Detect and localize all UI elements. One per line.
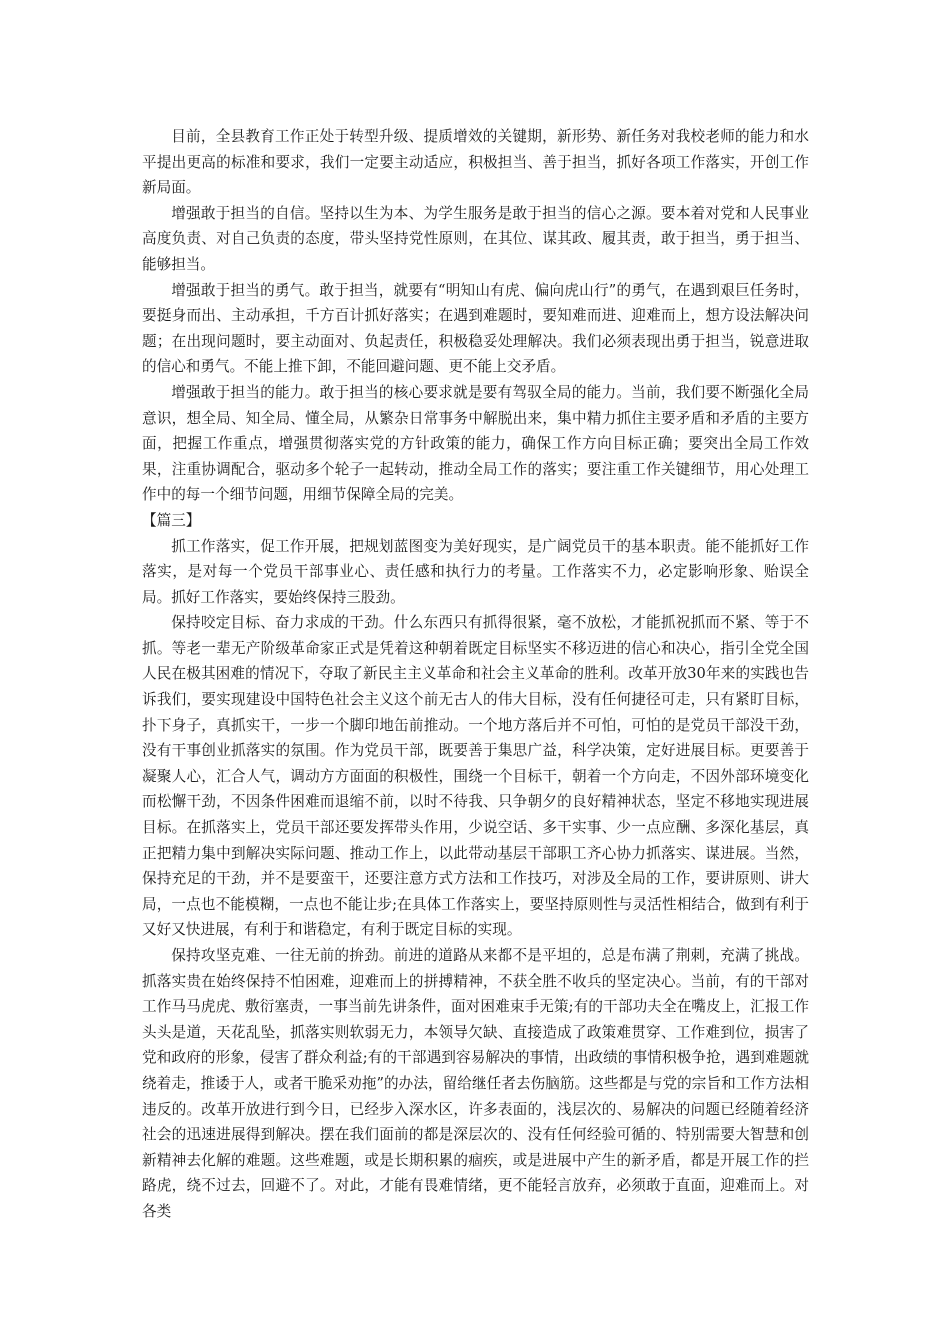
- paragraph-drive: 保持咬定目标、奋力求成的干劲。什么东西只有抓得很紧，毫不放松，才能抓祝抓而不紧、等于不抓。等老一辈无产阶级革命家正式是凭着这种朝着既定目标坚实不移迈进的信心和决心，指引全党全国人民在极其困难的情况下，夺取了新民主主义革命和社会主义革命的胜利。改革开放30年来的实践也告诉我们，要实现建设中国特色社会主义这个前无古人的伟大目标，没有任何捷径可走，只有紧盯目标，扑下身子，真抓实干，一步一个脚印地缶前推动。一个地方落后并不可怕，可怕的是党员干部没干劲，没有干事创业抓落实的氛围。作为党员干部，既要善于集思广益，科学决策，定好进展目标。更要善于凝聚人心，汇合人气，调动方方面面的积极性，围绕一个目标干，朝着一个方向走，不因外部环境变化而松懈干劲，不因条件困难而退缩不前，以时不待我、只争朝夕的良好精神状态，坚定不移地实现进展目标。在抓落实上，党员干部还要发挥带头作用，少说空话、多干实事、少一点应酬、多深化基层，真正把精力集中到解决实际问题、推动工作上，以此带动基层干部职工齐心协力抓落实、谋进展。当然，保持充足的干劲，并不是要蛮干，还要注意方式方法和工作技巧，对涉及全局的工作，要讲原则、讲大局，一点也不能模糊，一点也不能让步;在具体工作落实上，要坚持原则性与灵活性相结合，做到有利于又好又快进展，有利于和谐稳定，有利于既定目标的实现。: [142, 614, 809, 939]
- paragraph-ability: 增强敢于担当的能力。敢于担当的核心要求就是要有驾驭全局的能力。当前，我们要不断强化全局意识，想全局、知全局、懂全局，从繁杂日常事务中解脱出来，集中精力抓住主要矛盾和矛盾的主要方面，把握工作重点，增强贯彻落实党的方针政策的能力，确保工作方向目标正确；要突出全局工作效果，注重协调配合，驱动多个轮子一起转动，推动全局工作的落实；要注重工作关键细节，用心处理工作中的每一个细节问题，用细节保障全局的完美。: [142, 383, 809, 504]
- paragraph-perseverance: 保持攻坚克难、一往无前的拚劲。前进的道路从来都不是平坦的，总是布满了荆刺，充满了挑战。抓落实贵在始终保持不怕困难，迎难而上的拼搏精神，不获全胜不收兵的坚定决心。当前，有的干部对工作马马虎虎、敷衍塞责，一事当前先讲条件，面对困难束手无策;有的干部功夫全在嘴皮上，汇报工作头头是道，天花乱坠，抓落实则软弱无力，本领导欠缺、直接造成了政策难贯穿、工作难到位，损害了党和政府的形象，侵害了群众利益;有的干部遇到容易解决的事情，出政绩的事情积极争抢，遇到难题就绕着走，推诿于人，或者干脆采劝拖”的办法，留给继任者去伤脑筋。这些都是与党的宗旨和工作方法相违反的。改革开放进行到今日，已经步入深水区，许多表面的，浅层次的、易解决的问题已经随着经济社会的迅速进展得到解决。摆在我们面前的都是深层次的、没有任何经验可循的、特别需要大智慧和创新精神去化解的难题。这些难题，或是长期积累的痼疾，或是进展中产生的新矛盾，都是开展工作的拦路虎，绕不过去，回避不了。对此，才能有畏难情绪，更不能轻言放弃，必须敢于直面，迎难而上。对各类: [142, 947, 809, 1220]
- paragraph-implementation: 抓工作落实，促工作开展，把规划蓝图变为美好现实，是广阔党员干的基本职责。能不能抓好工作落实，是对每一个党员干部事业心、责任感和执行力的考量。工作落实不力，必定影响形象、贻误全局。抓好工作落实，要始终保持三股劲。: [142, 537, 809, 606]
- section-heading: 【篇三】: [142, 511, 201, 529]
- paragraph-intro: 目前，全县教育工作正处于转型升级、提质增效的关键期，新形势、新任务对我校老师的能力和水平提出更高的标准和要求，我们一定要主动适应，积极担当、善于担当，抓好各项工作落实，开创工作新局面。: [142, 128, 809, 197]
- document-page: [142, 124, 809, 1225]
- paragraph-confidence: 增强敢于担当的自信。坚持以生为本、为学生服务是敢于担当的信心之源。要本着对党和人民事业高度负责、对自己负责的态度，带头坚持党性原则，在其位、谋其政、履其责，敢于担当，勇于担当、能够担当。: [142, 204, 809, 273]
- paragraph-courage: 增强敢于担当的勇气。敢于担当，就要有“明知山有虎、偏向虎山行”的勇气，在遇到艰巨任务时，要挺身而出、主动承担，千方百计抓好落实；在遇到难题时，要知难而进、迎难而上，想方设法解决问题；在出现问题时，要主动面对、负起责任，积极稳妥处理解决。我们必须表现出勇于担当，锐意进取的信心和勇气。不能上推下卸，不能回避问题、更不能上交矛盾。: [142, 281, 809, 376]
